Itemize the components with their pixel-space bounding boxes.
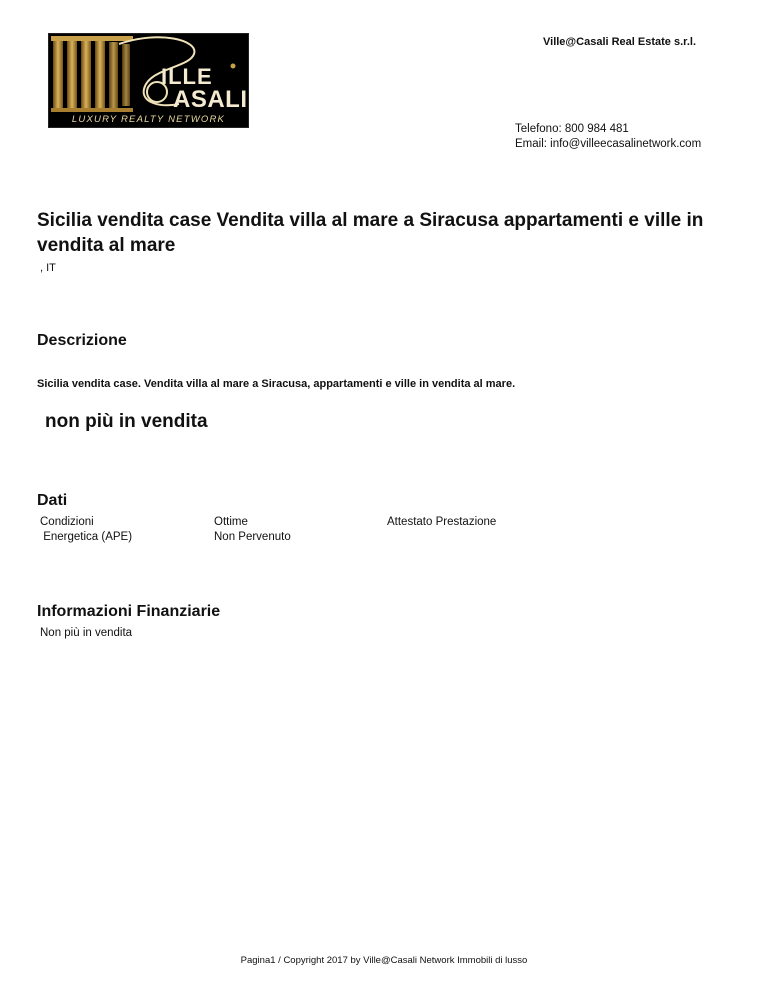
dati-extra-column [387,515,496,530]
phone-text: Telefono: 800 984 481 [515,123,629,135]
dati-value-line2: Non Pervenuto [214,531,291,543]
finance-text: Non più in vendita [40,627,133,639]
logo-word-bottom: ASALI [173,86,248,113]
dati-heading: Dati [37,492,68,509]
logo-word-top: ILLE [161,64,213,89]
dati-extra-line1: Attestato Prestazione [387,516,497,528]
dati-label-line1: Condizioni [40,516,94,528]
contact-block [515,122,701,152]
logo-tagline: LUXURY REALTY NETWORK [49,113,248,127]
dati-value-column [214,515,291,545]
company-logo [48,33,249,128]
dati-label-line2: Energetica (APE) [40,531,133,543]
dati-label-column [40,515,132,545]
company-name: Ville@Casali Real Estate s.r.l. [543,36,696,48]
status-text: non più in vendita [45,411,208,432]
description-heading: Descrizione [37,332,127,349]
listing-location: , IT [40,262,56,274]
dati-value-line1: Ottime [214,516,248,528]
finance-heading: Informazioni Finanziarie [37,603,221,620]
page-footer [0,955,768,966]
description-text: Sicilia vendita case. Vendita villa al mare a Siracusa, appartamenti e ville in vendita al mare. [37,378,516,390]
listing-title: Sicilia vendita case Vendita villa al mare a Siracusa appartamenti e ville in vendita al mare [37,210,704,256]
footer-text: Pagina1 / Copyright 2017 by Ville@Casali Network Immobili di lusso [240,955,528,966]
email-text: Email: info@villeecasalinetwork.com [515,138,702,150]
